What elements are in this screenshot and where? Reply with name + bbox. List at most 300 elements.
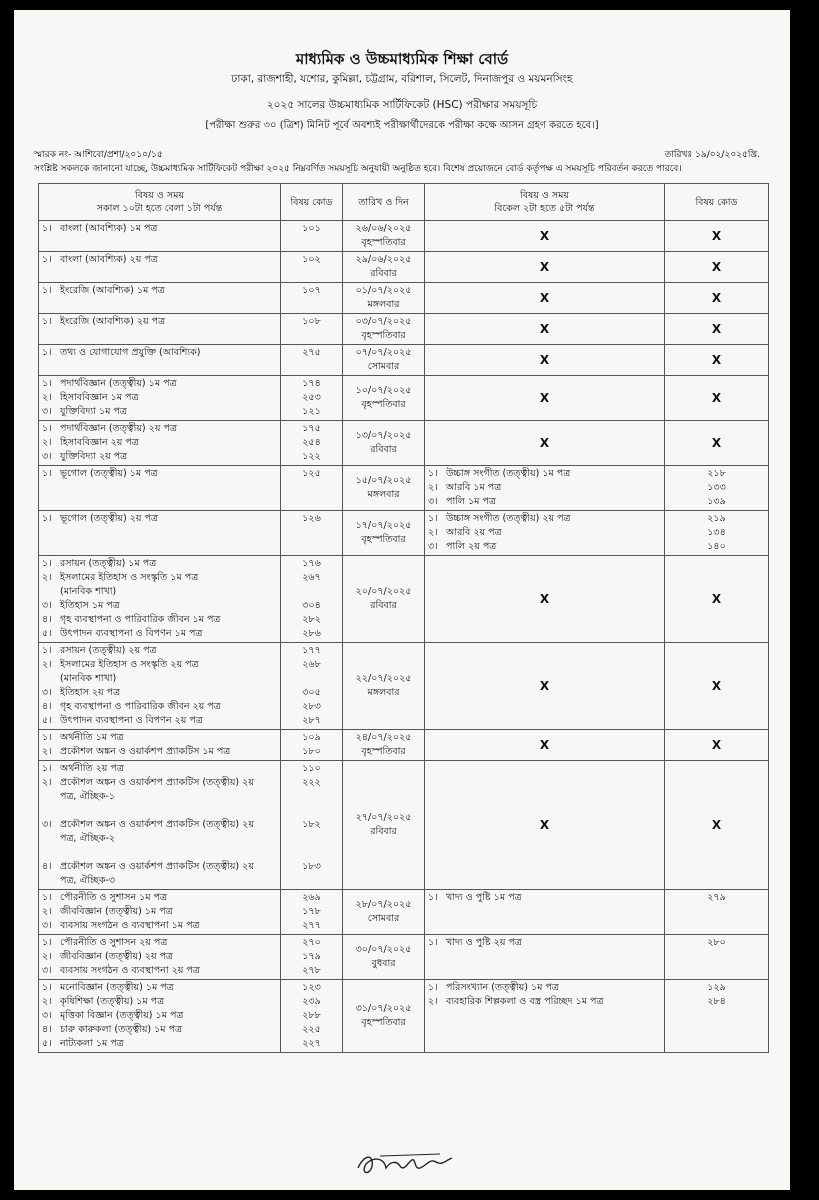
subject-code: ২৮০	[707, 937, 726, 948]
morning-subjects-cell	[39, 890, 281, 935]
morning-subjects-cell	[39, 761, 281, 890]
subject-line	[42, 405, 277, 419]
subject-name: আরবি ২য় পত্র	[446, 527, 502, 538]
morning-codes-cell	[281, 730, 343, 761]
date-cell	[343, 283, 425, 314]
subject-name: ব্যবহারিক শিল্পকলা ও বস্ত্র পরিচ্ছদ ১ম পত্র	[446, 996, 604, 1007]
morning-subjects-cell	[39, 345, 281, 376]
subject-number: ৩।	[42, 687, 52, 698]
morning-subjects-cell	[39, 643, 281, 730]
subject-line	[42, 450, 277, 464]
subject-name: ইতিহাস ১ম পত্র	[60, 600, 120, 611]
subject-line	[42, 222, 277, 236]
table-row	[39, 761, 769, 890]
exam-day: বৃহস্পতিবার	[361, 746, 406, 757]
subject-name: ভূগোল (তত্ত্বীয়) ২য় পত্র	[60, 513, 158, 524]
subject-line	[42, 1009, 277, 1023]
subject-line	[42, 762, 277, 776]
exam-date: ২৯/০৬/২০২৫	[355, 254, 412, 265]
morning-codes-cell	[281, 376, 343, 421]
exam-day: মঙ্গলবার	[367, 489, 400, 500]
morning-codes-cell	[281, 345, 343, 376]
subject-code: ২২২	[302, 777, 321, 788]
subject-line	[42, 731, 277, 745]
afternoon-subjects-cell	[425, 466, 665, 511]
date-cell	[343, 376, 425, 421]
exam-day: মঙ্গলবার	[367, 687, 400, 698]
date-cell	[343, 511, 425, 556]
date-cell	[343, 730, 425, 761]
subject-code: ১২৬	[302, 513, 321, 524]
subject-line	[42, 790, 277, 804]
morning-codes-cell	[281, 980, 343, 1053]
subject-name: পরিসংখ্যান (তত্ত্বীয়) ১ম পত্র	[446, 982, 559, 993]
table-header-row	[39, 184, 769, 221]
subject-code: ১২৯	[707, 982, 726, 993]
exam-day: বুধবার	[371, 958, 396, 969]
subject-number: ৪।	[42, 614, 52, 625]
subject-name: রসায়ন (তত্ত্বীয়) ১ম পত্র	[60, 558, 157, 569]
date-cell	[343, 314, 425, 345]
subject-line	[42, 512, 277, 526]
subject-name: ইংরেজি (আবশ্যিক) ১ম পত্র	[60, 285, 165, 296]
subject-name: অর্থনীতি ১ম পত্র	[60, 732, 124, 743]
subject-line	[42, 315, 277, 329]
subject-code: ২১৯	[707, 513, 726, 524]
subject-number: ৫।	[42, 715, 52, 726]
table-row	[39, 511, 769, 556]
morning-subjects-cell	[39, 252, 281, 283]
subject-name: পৌরনীতি ও সুশাসন ১ম পত্র	[60, 892, 168, 903]
date-cell	[343, 761, 425, 890]
subject-code: ১৩৪	[707, 527, 726, 538]
morning-subjects-cell	[39, 511, 281, 556]
no-exam-mark: X	[665, 283, 769, 314]
subject-code: ১০২	[302, 254, 321, 265]
subject-line	[428, 467, 661, 481]
morning-codes-cell	[281, 421, 343, 466]
subject-code: ২৮২	[302, 614, 321, 625]
subject-number: ৩।	[42, 451, 52, 462]
table-row	[39, 252, 769, 283]
subject-line	[428, 891, 661, 905]
no-exam-mark: X	[425, 221, 665, 252]
subject-line	[42, 613, 277, 627]
no-exam-mark: X	[665, 643, 769, 730]
subject-number: ৩।	[42, 965, 52, 976]
afternoon-subjects-cell	[425, 890, 665, 935]
notice-text: সংশ্লিষ্ট সকলকে জানানো যাচ্ছে, উচ্চমাধ্যমিক সার্টিফিকেট পরীক্ষা ২০২৫ নিম্নবর্ণিত সময়সূচি অনুযায়ী অনুষ্ঠিত হবে। বিশেষ প্রয়োজনে বোর্ড কর্তৃপক্ষ এ সময়সূচি পরিবর্তন করতে পারবে।	[34, 164, 682, 174]
subject-name: (মানবিক শাখা)	[60, 673, 117, 684]
subject-number: ১।	[428, 513, 438, 524]
subject-code: ১৭৯	[302, 951, 321, 962]
subject-number: ১।	[42, 645, 52, 656]
morning-codes-cell	[281, 643, 343, 730]
exam-date: ১৩/০৭/২০২৫	[355, 430, 412, 441]
subject-number: ১।	[428, 982, 438, 993]
morning-subjects-cell	[39, 314, 281, 345]
exam-date: ০৭/০৭/২০২৫	[355, 347, 412, 358]
morning-subjects-cell	[39, 421, 281, 466]
exam-date: ০১/০৭/২০২৫	[355, 285, 412, 296]
subject-number: ১।	[428, 892, 438, 903]
subject-code: ২৮৮	[302, 1010, 321, 1021]
subject-name: প্রকৌশল অঙ্কন ও ওয়ার্কশপ প্র্যাকটিস (তত্ত্বীয়) ২য়	[60, 819, 254, 830]
subject-line	[42, 1037, 277, 1051]
morning-subjects-cell	[39, 980, 281, 1053]
date-cell	[343, 345, 425, 376]
col-code-afternoon: বিষয় কোড	[665, 184, 769, 221]
table-row	[39, 980, 769, 1053]
table-row	[39, 935, 769, 980]
no-exam-mark: X	[425, 376, 665, 421]
subject-code: ২৮৬	[302, 628, 321, 639]
no-exam-mark: X	[665, 730, 769, 761]
afternoon-codes-cell	[665, 935, 769, 980]
subject-name: যুক্তিবিদ্যা ১ম পত্র	[60, 406, 127, 417]
table-row	[39, 345, 769, 376]
table-row	[39, 283, 769, 314]
exam-day: রবিবার	[370, 444, 397, 455]
subject-line	[42, 891, 277, 905]
subject-line	[42, 644, 277, 658]
subject-code: ১০৭	[302, 285, 321, 296]
subject-name: আরবি ১ম পত্র	[446, 482, 502, 493]
subject-line	[42, 346, 277, 360]
exam-date: ১০/০৭/২০২৫	[355, 385, 412, 396]
morning-subjects-cell	[39, 466, 281, 511]
subject-code: ২৮৭	[302, 715, 321, 726]
subject-code	[284, 540, 339, 554]
morning-codes-cell	[281, 511, 343, 556]
date-cell	[343, 643, 425, 730]
subject-line	[42, 936, 277, 950]
subject-name: গৃহ ব্যবস্থাপনা ও পারিবারিক জীবন ১ম পত্র	[60, 614, 221, 625]
morning-subjects-cell	[39, 221, 281, 252]
morning-subjects-cell	[39, 730, 281, 761]
subject-code: ১০৯	[302, 732, 321, 743]
no-exam-mark: X	[425, 421, 665, 466]
morning-codes-cell	[281, 556, 343, 643]
subject-line	[42, 422, 277, 436]
subject-number: ৫।	[42, 1038, 52, 1049]
exam-date: ২০/০৭/২০২৫	[355, 586, 412, 597]
subject-line	[42, 627, 277, 641]
subject-number: ১।	[42, 558, 52, 569]
subject-line	[428, 495, 661, 509]
subject-number: ১।	[42, 892, 52, 903]
subject-line	[42, 481, 277, 495]
date-cell	[343, 556, 425, 643]
subject-number: ১।	[42, 732, 52, 743]
subject-number: ২।	[428, 996, 438, 1007]
signature-graphic	[350, 1148, 460, 1182]
subject-name: নাট্যকলা ১ম পত্র	[60, 1038, 124, 1049]
exam-day: রবিবার	[370, 826, 397, 837]
subject-number: ১।	[42, 285, 52, 296]
date-cell	[343, 980, 425, 1053]
subject-line	[42, 686, 277, 700]
subject-number: ২।	[42, 951, 52, 962]
subject-line	[42, 540, 277, 554]
subject-name: পৌরনীতি ও সুশাসন ২য় পত্র	[60, 937, 168, 948]
subject-number: ৩।	[428, 496, 438, 507]
no-exam-mark: X	[425, 283, 665, 314]
exam-date: ৩১/০৭/২০২৫	[355, 1003, 412, 1014]
subject-code	[284, 481, 339, 495]
subject-code: ১৩৯	[707, 496, 726, 507]
subject-line	[42, 599, 277, 613]
subject-code: ২৬৯	[302, 892, 321, 903]
subject-name: ইংরেজি (আবশ্যিক) ২য় পত্র	[60, 316, 166, 327]
subject-number: ২।	[42, 996, 52, 1007]
no-exam-mark: X	[665, 345, 769, 376]
subject-number: ৫।	[42, 628, 52, 639]
subject-name: পালি ১ম পত্র	[446, 496, 496, 507]
morning-codes-cell	[281, 252, 343, 283]
schedule-title: ২০২৫ সালের উচ্চমাধ্যমিক সার্টিফিকেট (HSC) পরীক্ষার সময়সূচি	[266, 99, 538, 111]
exam-date: ২৬/০৬/২০২৫	[355, 223, 412, 234]
date-cell	[343, 421, 425, 466]
subject-line	[428, 995, 661, 1009]
subject-number: ২।	[42, 572, 52, 583]
subject-name: ইসলামের ইতিহাস ও সংস্কৃতি ২য় পত্র	[60, 659, 199, 670]
subject-line	[42, 658, 277, 672]
subject-name: উৎপাদন ব্যবস্থাপনা ও বিপণন ১ম পত্র	[60, 628, 203, 639]
col-code: বিষয় কোড	[281, 184, 343, 221]
subject-line	[42, 950, 277, 964]
subject-number: ৩।	[42, 406, 52, 417]
subject-code: ১২৩	[302, 982, 321, 993]
subject-name: হিসাববিজ্ঞান ২য় পত্র	[60, 437, 139, 448]
subject-name: খাদ্য ও পুষ্টি ১ম পত্র	[446, 892, 522, 903]
subject-name: জীববিজ্ঞান (তত্ত্বীয়) ১ম পত্র	[60, 906, 173, 917]
subject-name: পত্র, ঐচ্ছিক-১	[60, 791, 116, 802]
no-exam-mark: X	[425, 345, 665, 376]
no-exam-mark: X	[425, 730, 665, 761]
date-cell	[343, 252, 425, 283]
subject-line	[428, 526, 661, 540]
subject-code: ১৭৬	[302, 558, 321, 569]
subject-line	[42, 964, 277, 978]
subject-line	[42, 905, 277, 919]
no-exam-mark: X	[665, 221, 769, 252]
subject-number: ২।	[42, 906, 52, 917]
no-exam-mark: X	[665, 314, 769, 345]
subject-line	[42, 377, 277, 391]
subject-number: ৩।	[42, 1010, 52, 1021]
subject-code: ১২১	[302, 406, 321, 417]
exam-day: সোমবার	[367, 361, 400, 372]
subject-code: ২৬৭	[302, 572, 321, 583]
subject-name: চারু কারুকলা (তত্ত্বীয়) ১ম পত্র	[60, 1024, 183, 1035]
subject-line	[42, 776, 277, 790]
col-date: তারিখ ও দিন	[343, 184, 425, 221]
subject-line	[42, 846, 277, 860]
subject-line	[42, 745, 277, 759]
subject-line	[42, 714, 277, 728]
subject-line	[42, 571, 277, 585]
subject-line	[42, 526, 277, 540]
subject-code: ১০৮	[302, 316, 321, 327]
exam-date: ১৭/০৭/২০২৫	[355, 520, 412, 531]
subject-name: গৃহ ব্যবস্থাপনা ও পারিবারিক জীবন ২য় পত্র	[60, 701, 221, 712]
afternoon-codes-cell	[665, 511, 769, 556]
table-row	[39, 421, 769, 466]
morning-subjects-cell	[39, 935, 281, 980]
subject-code	[284, 672, 339, 686]
subject-code: ১০১	[302, 223, 321, 234]
subject-line	[42, 860, 277, 874]
subject-code: ১৮৩	[302, 861, 321, 872]
date-cell	[343, 935, 425, 980]
table-row	[39, 643, 769, 730]
morning-codes-cell	[281, 890, 343, 935]
subject-name: প্রকৌশল অঙ্কন ও ওয়ার্কশপ প্র্যাকটিস (তত্ত্বীয়) ২য়	[60, 777, 254, 788]
table-row	[39, 730, 769, 761]
subject-number: ১।	[42, 763, 52, 774]
subject-code: ১৭৫	[302, 423, 321, 434]
subject-code: ২৭৫	[302, 347, 321, 358]
afternoon-codes-cell	[665, 890, 769, 935]
col-afternoon-subject: বিষয় ও সময় বিকেল ২টা হতে ৫টা পর্যন্ত	[425, 184, 665, 221]
board-cities: ঢাকা, রাজশাহী, যশোর, কুমিল্লা, চট্টগ্রাম, বরিশাল, সিলেট, দিনাজপুর ও ময়মনসিংহ	[231, 73, 573, 85]
no-exam-mark: X	[425, 761, 665, 890]
subject-line	[42, 436, 277, 450]
subject-name: উচ্চাঙ্গ সংগীত (তত্ত্বীয়) ২য় পত্র	[446, 513, 571, 524]
subject-line	[42, 467, 277, 481]
subject-name: পদার্থবিজ্ঞান (তত্ত্বীয়) ১ম পত্র	[60, 378, 177, 389]
subject-line	[42, 1023, 277, 1037]
exam-day: বৃহস্পতিবার	[361, 534, 406, 545]
no-exam-mark: X	[665, 252, 769, 283]
subject-line	[42, 284, 277, 298]
subject-name: পত্র, ঐচ্ছিক-২	[60, 833, 116, 844]
subject-number: ২।	[428, 527, 438, 538]
subject-name: পালি ২য় পত্র	[446, 541, 497, 552]
subject-code: ২৫৩	[302, 392, 321, 403]
exam-date: ২৭/০৭/২০২৫	[355, 812, 412, 823]
subject-number: ১।	[428, 937, 438, 948]
morning-subjects-cell	[39, 556, 281, 643]
subject-number: ১।	[42, 316, 52, 327]
exam-day: বৃহস্পতিবার	[361, 1017, 406, 1028]
no-exam-mark: X	[665, 556, 769, 643]
subject-code: ১৮২	[302, 819, 321, 830]
exam-date: ২২/০৭/২০২৫	[355, 673, 412, 684]
exam-date: ২৮/০৭/২০২৫	[355, 899, 412, 910]
subject-name: বাংলা (আবশ্যিক) ১ম পত্র	[60, 223, 158, 234]
table-row	[39, 221, 769, 252]
subject-line	[42, 253, 277, 267]
subject-line	[428, 981, 661, 995]
no-exam-mark: X	[425, 314, 665, 345]
memo-number: স্মারক নং- আশিবো/প্রশা/২০১০/১৫	[34, 150, 163, 160]
subject-name: রসায়ন (তত্ত্বীয়) ২য় পত্র	[60, 645, 157, 656]
morning-codes-cell	[281, 466, 343, 511]
subject-number: ১।	[42, 468, 52, 479]
no-exam-mark: X	[425, 556, 665, 643]
subject-line	[42, 818, 277, 832]
subject-name: (মানবিক শাখা)	[60, 586, 117, 597]
no-exam-mark: X	[665, 376, 769, 421]
subject-number: ৪।	[42, 1024, 52, 1035]
exam-date: ০৩/০৭/২০২৫	[355, 316, 412, 327]
subject-code	[284, 832, 339, 846]
date-cell	[343, 221, 425, 252]
exam-date: ৩০/০৭/২০২৫	[355, 944, 412, 955]
subject-number: ১।	[42, 223, 52, 234]
subject-number: ২।	[42, 437, 52, 448]
exam-day: বৃহস্পতিবার	[361, 237, 406, 248]
subject-code: ১৩৩	[707, 482, 726, 493]
morning-codes-cell	[281, 283, 343, 314]
subject-name: বাংলা (আবশ্যিক) ২য় পত্র	[60, 254, 158, 265]
subject-code: ২৭৯	[707, 892, 726, 903]
no-exam-mark: X	[665, 421, 769, 466]
subject-number: ২।	[42, 746, 52, 757]
morning-codes-cell	[281, 314, 343, 345]
subject-line	[428, 540, 661, 554]
subject-line	[42, 495, 277, 509]
table-row	[39, 556, 769, 643]
afternoon-subjects-cell	[425, 935, 665, 980]
subject-number: ৪।	[42, 861, 52, 872]
subject-number: ৪।	[42, 701, 52, 712]
no-exam-mark: X	[665, 761, 769, 890]
subject-code: ২৮৩	[302, 701, 321, 712]
afternoon-codes-cell	[665, 980, 769, 1053]
exam-schedule-table	[38, 183, 769, 1053]
subject-number: ৩।	[428, 541, 438, 552]
subject-code: ২৭০	[302, 937, 321, 948]
morning-codes-cell	[281, 761, 343, 890]
subject-line	[42, 585, 277, 599]
subject-name: জীববিজ্ঞান (তত্ত্বীয়) ২য় পত্র	[60, 951, 174, 962]
subject-name: মৃত্তিকা বিজ্ঞান (তত্ত্বীয়) ১ম পত্র	[60, 1010, 184, 1021]
table-row	[39, 890, 769, 935]
exam-day: মঙ্গলবার	[367, 299, 400, 310]
subject-name: প্রকৌশল অঙ্কন ও ওয়ার্কশপ প্র্যাকটিস (তত্ত্বীয়) ২য়	[60, 861, 254, 872]
no-exam-mark: X	[425, 252, 665, 283]
subject-name: ইসলামের ইতিহাস ও সংস্কৃতি ১ম পত্র	[60, 572, 199, 583]
subject-line	[428, 481, 661, 495]
subject-number: ৩।	[42, 920, 52, 931]
subject-code: ২৮৪	[707, 996, 726, 1007]
subject-line	[42, 391, 277, 405]
subject-code	[284, 846, 339, 860]
subject-line	[42, 981, 277, 995]
subject-line	[428, 512, 661, 526]
subject-name: প্রকৌশল অঙ্কন ও ওয়ার্কশপ প্র্যাকটিস ১ম পত্র	[60, 746, 231, 757]
subject-code: ১৭৭	[302, 645, 321, 656]
exam-instruction: [পরীক্ষা শুরুর ৩০ (ত্রিশ) মিনিট পূর্বে অবশ্যই পরীক্ষার্থীদেরকে পরীক্ষা কক্ষে আসন গ্রহণ করতে হবে।]	[205, 120, 599, 131]
exam-date: ২৪/০৭/২০২৫	[355, 732, 412, 743]
exam-date: ১৫/০৭/২০২৫	[355, 475, 412, 486]
subject-code: ২১৮	[707, 468, 726, 479]
subject-name: ব্যবসায় সংগঠন ও ব্যবস্থাপনা ১ম পত্র	[60, 920, 200, 931]
board-title: মাধ্যমিক ও উচ্চমাধ্যমিক শিক্ষা বোর্ড	[295, 50, 509, 68]
subject-number: ৩।	[42, 600, 52, 611]
subject-line	[42, 832, 277, 846]
subject-name: অর্থনীতি ২য় পত্র	[60, 763, 124, 774]
subject-code	[284, 874, 339, 888]
exam-day: রবিবার	[370, 268, 397, 279]
afternoon-codes-cell	[665, 466, 769, 511]
subject-code	[284, 495, 339, 509]
subject-line	[42, 700, 277, 714]
subject-number: ১।	[42, 254, 52, 265]
